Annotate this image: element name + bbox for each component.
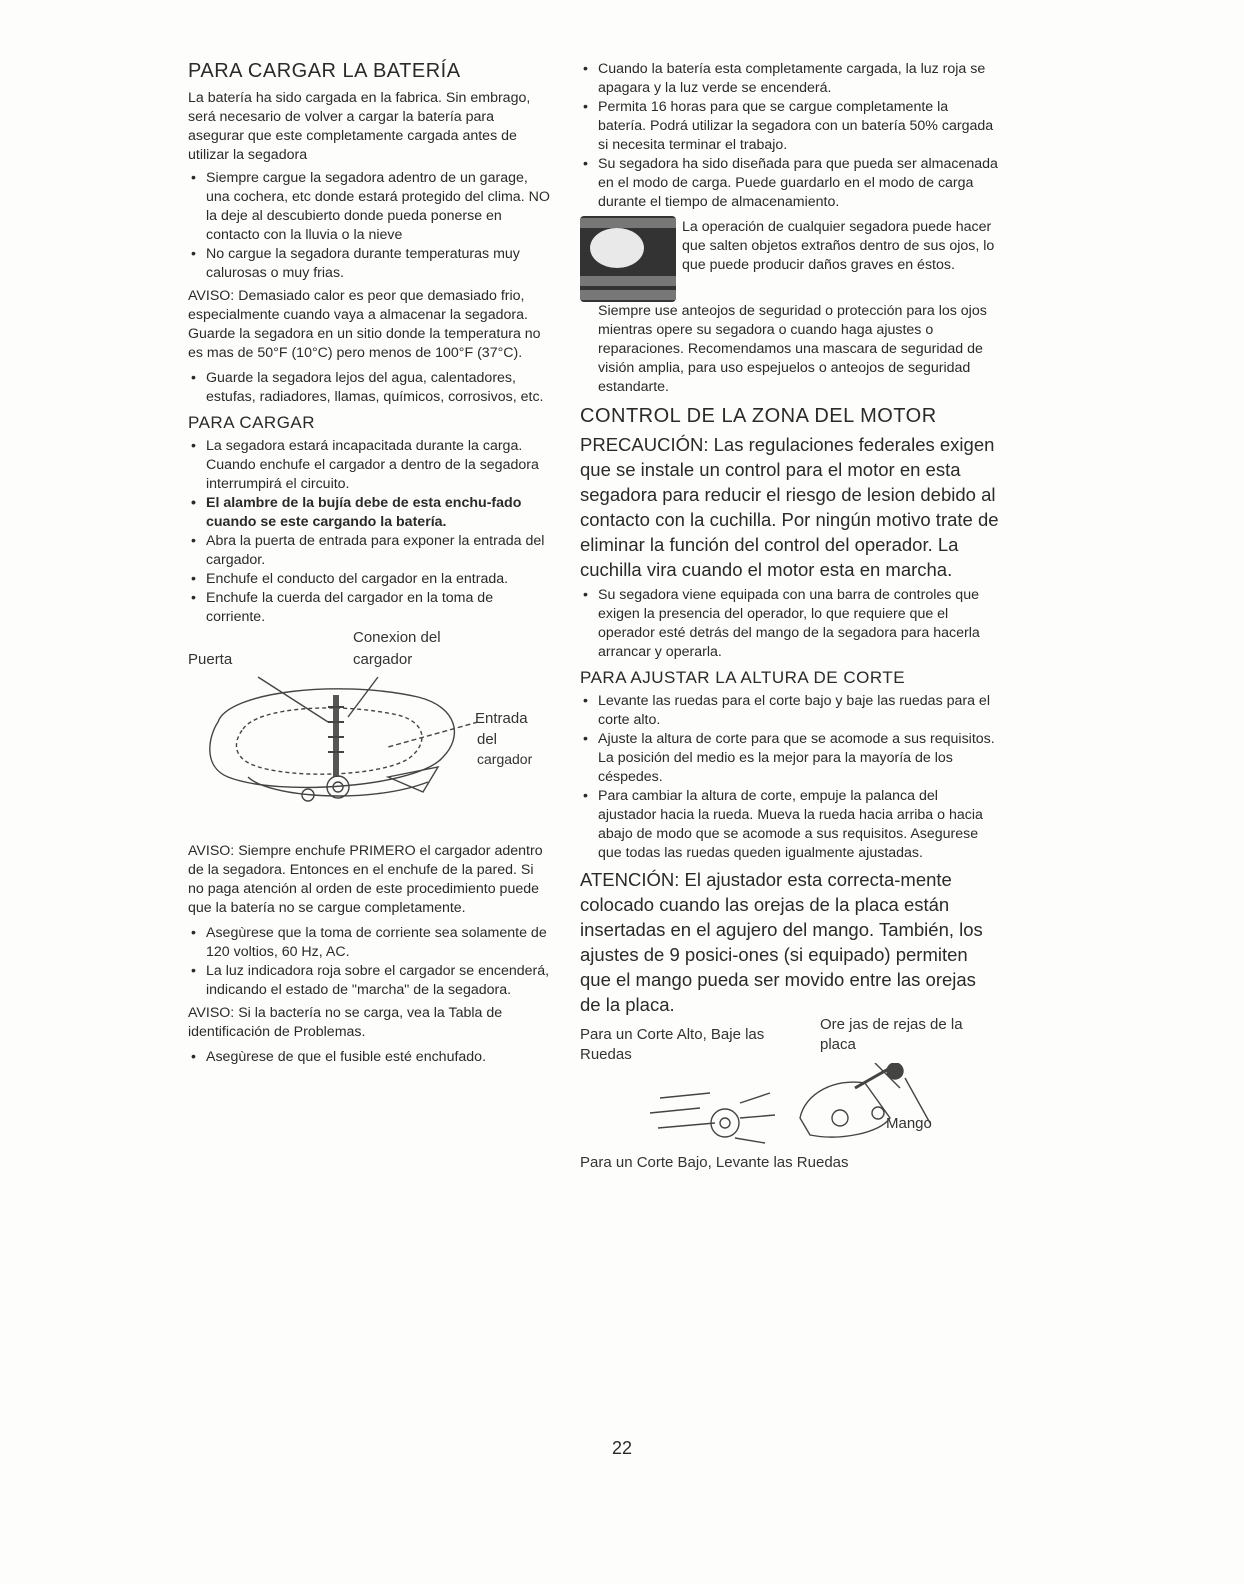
list-item: • Permita 16 horas para que se cargue completamente la batería. Podrá utilizar la segadora con un batería 50% cargada si necesita terminar el trabajo.: [580, 98, 1000, 155]
intro-paragraph: La batería ha sido cargada en la fabrica. Sin embrago, será necesario de volver a cargar la batería para asegurar que este completamente cargada antes de utilizar la segadora: [188, 90, 531, 163]
charger-connection-figure: [188, 627, 553, 842]
figure-label-cargador-top: cargador: [353, 651, 413, 668]
figure-label-corte-bajo: Para un Corte Bajo, Levante las Ruedas: [580, 1154, 849, 1171]
right-column: [580, 60, 1000, 1223]
section-title-cargar-bateria: PARA CARGAR LA BATERÍA: [188, 60, 461, 82]
list-item: • Asegùrese que la toma de corriente sea solamente de 120 voltios, 60 Hz, AC.: [188, 924, 553, 962]
figure-label-orejas: Ore jas de rejas de la placa: [820, 1016, 963, 1053]
warning-rest-text: Siempre use anteojos de seguridad o protección para los ojos mientras opere su segadora o cuando haga ajustes o reparaciones. Recomendamos una mascara de seguridad de visión amplia, para uso espejuelos o anteojos de seguridad estandarte.: [598, 303, 987, 395]
figure-label-del: del: [477, 731, 498, 748]
warning-lead-text: La operación de cualquier segadora puede hacer que salten objetos extraños dentro de sus ojos, lo que puede producir daños graves en éstos.: [682, 219, 995, 273]
bullet-list: [580, 586, 1000, 662]
safety-warning-block: [580, 216, 1000, 302]
list-item: • Siempre cargue la segadora adentro de un garage, una cochera, etc donde estará protegido del clima. NO la deje al descubierto donde pueda ponerse en contacto con la lluvia o la nieve: [188, 169, 553, 245]
aviso-paragraph: AVISO: Siempre enchufe PRIMERO el cargador adentro de la segadora. Entonces en el enchufe de la pared. Si no paga atención al orden de este procedimiento puede que la batería no se cargue completamente.: [188, 843, 543, 916]
bullet-list: [580, 60, 1000, 212]
figure-label-mango: Mango: [886, 1115, 932, 1132]
figure-label-puerta: Puerta: [188, 651, 233, 668]
aviso-paragraph: AVISO: Si la bactería no se carga, vea la Tabla de identificación de Problemas.: [188, 1005, 503, 1040]
list-item: • Guarde la segadora lejos del agua, calentadores, estufas, radiadores, llamas, químicos, corrosivos, etc.: [188, 369, 553, 407]
bullet-list: [188, 1048, 553, 1067]
cutting-height-figure: [580, 1016, 1000, 1223]
subsection-title-altura-corte: PARA AJUSTAR LA ALTURA DE CORTE: [580, 668, 906, 687]
bullet-list: [188, 169, 553, 283]
bullet-list: [188, 369, 553, 407]
list-item: • Cuando la batería esta completamente cargada, la luz roja se apagara y la luz verde se encenderá.: [580, 60, 1000, 98]
list-item: • Abra la puerta de entrada para exponer la entrada del cargador.: [188, 532, 553, 570]
figure-label-entrada: Entrada: [475, 710, 528, 727]
list-item: • Ajuste la altura de corte para que se acomode a sus requisitos. La posición del medio es la mejor para la mayoría de los céspedes.: [580, 730, 1000, 787]
figure-label-corte-alto: Para un Corte Alto, Baje las Ruedas: [580, 1026, 765, 1063]
list-item: • Asegùrese de que el fusible esté enchufado.: [188, 1048, 553, 1067]
list-item: • Levante las ruedas para el corte bajo y baje las ruedas para el corte alto.: [580, 692, 1000, 730]
aviso-paragraph: AVISO: Demasiado calor es peor que demasiado frio, especialmente cuando vaya a almacenar la segadora. Guarde la segadora en un sitio donde la temperatura no es mas de 50°F (10°C) pero menos de 100°F (37°C).: [188, 288, 541, 361]
bullet-list: [580, 692, 1000, 863]
list-item: • Su segadora ha sido diseñada para que pueda ser almacenada en el modo de carga. Puede guardarlo en el modo de carga durante el tiempo de almacenamiento.: [580, 155, 1000, 212]
list-item: • Enchufe el conducto del cargador en la entrada.: [188, 570, 553, 589]
left-column: [188, 60, 553, 1067]
list-item: • La luz indicadora roja sobre el cargador se encenderá, indicando el estado de "marcha" de la segadora.: [188, 962, 553, 1000]
figure-label-conexion: Conexion del: [353, 629, 441, 646]
list-item: • Para cambiar la altura de corte, empuje la palanca del ajustador hacia la rueda. Mueva la rueda hacia arriba o hacia abajo de modo que se acomode a sus requisitos. Asegurese que todas las ruedas queden igualmente ajustadas.: [580, 787, 1000, 863]
figure-label-cargador: cargador: [477, 751, 533, 767]
list-item: • Enchufe la cuerda del cargador en la toma de corriente.: [188, 589, 553, 627]
atencion-paragraph: ATENCIÓN: El ajustador esta correcta-mente colocado cuando las orejas de la placa están insertadas en el agujero del mango. También, los ajustes de 9 posici-ones (si equipado) permiten que el mango pueda ser movido entre las orejas de la placa.: [580, 869, 983, 1015]
charger-diagram: [188, 667, 478, 837]
list-item: • No cargue la segadora durante temperaturas muy calurosas o muy frias.: [188, 245, 553, 283]
safety-glasses-warning-icon: [580, 216, 676, 302]
page-number: 22: [611, 1438, 633, 1458]
subsection-title-para-cargar: PARA CARGAR: [188, 413, 316, 432]
bullet-list: [188, 924, 553, 1000]
bullet-list: [188, 437, 553, 627]
list-item: • Su segadora viene equipada con una barra de controles que exigen la presencia del operador, lo que requiere que el operador esté detrás del mango de la segadora para hacerla arrancar y operarla.: [580, 586, 1000, 662]
height-adjuster-diagram: [640, 1063, 960, 1148]
precaucion-paragraph: PRECAUCIÓN: Las regulaciones federales exigen que se instale un control para el motor en esta segadora para reducir el riesgo de lesion debido al contacto con la cuchilla. Por ningún motivo trate de eliminar la función del control del operador. La cuchilla vira cuando el motor esta en marcha.: [580, 434, 999, 580]
list-item-bold: • El alambre de la bujía debe de esta enchu-fado cuando se este cargando la batería.: [188, 494, 553, 532]
list-item: • La segadora estará incapacitada durante la carga. Cuando enchufe el cargador a dentro de la segadora interrumpirá el circuito.: [188, 437, 553, 494]
section-title-control-motor: CONTROL DE LA ZONA DEL MOTOR: [580, 405, 937, 427]
